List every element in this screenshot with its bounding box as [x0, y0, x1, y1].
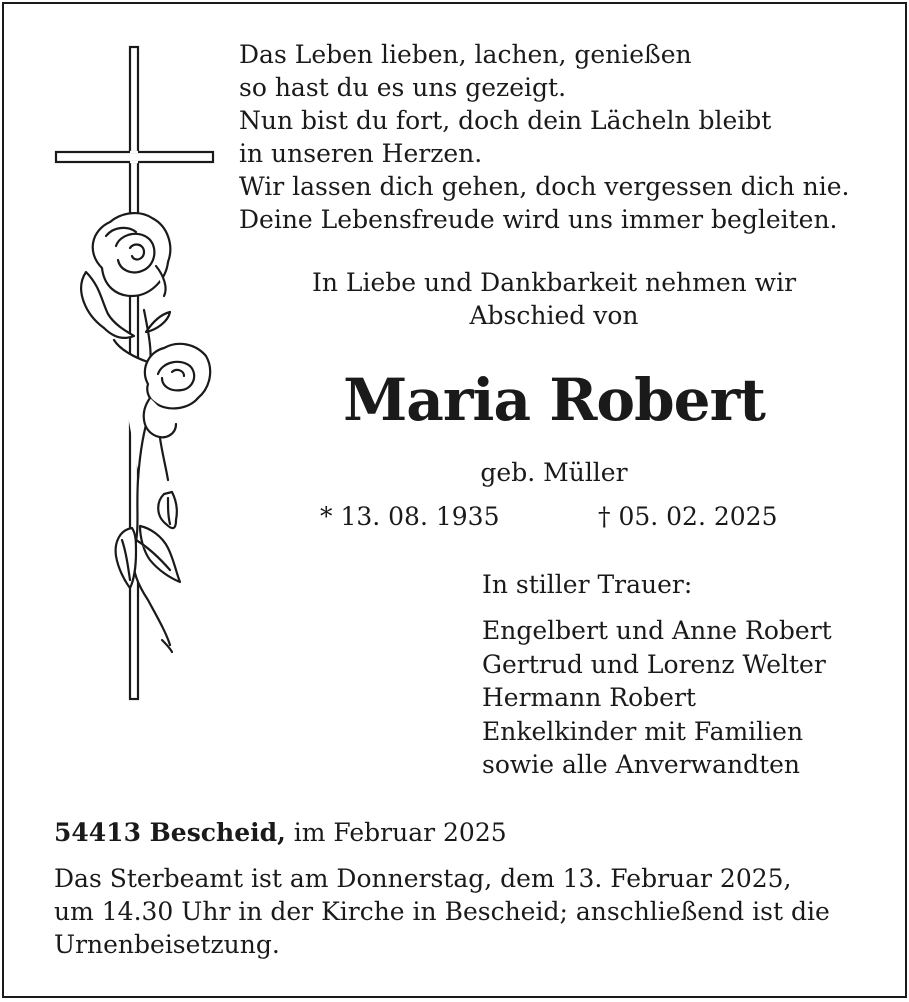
mourner: Hermann Robert	[482, 683, 696, 712]
poem-line: so hast du es uns gezeigt.	[239, 73, 567, 102]
service-line: Urnenbeisetzung.	[54, 930, 280, 959]
obituary-notice	[2, 2, 907, 998]
poem-line: Nun bist du fort, doch dein Lächeln bleibt	[239, 106, 772, 135]
place-location: 54413 Bescheid,	[54, 818, 286, 847]
service-info	[54, 862, 874, 961]
cross-with-roses-illustration	[44, 40, 234, 706]
place-and-date	[54, 816, 507, 849]
deceased-name: Maria Robert	[343, 366, 765, 434]
mourner: Gertrud und Lorenz Welter	[482, 649, 826, 679]
farewell-text	[254, 266, 854, 332]
service-line: Das Sterbeamt ist am Donnerstag, dem 13. Februar 2025,	[54, 864, 792, 893]
poem	[239, 38, 879, 236]
mourner: Engelbert und Anne Robert	[482, 616, 832, 645]
poem-line: in unseren Herzen.	[239, 139, 483, 168]
mourners-heading: In stiller Trauer:	[482, 570, 693, 599]
mourners-list	[482, 614, 892, 782]
service-line: um 14.30 Uhr in der Kirche in Bescheid; anschließend ist die	[54, 897, 830, 926]
farewell-line: Abschied von	[469, 301, 639, 330]
place-date: im Februar 2025	[285, 818, 507, 847]
poem-line: Das Leben lieben, lachen, genießen	[239, 40, 692, 69]
poem-line: Deine Lebensfreude wird uns immer begleiten.	[239, 205, 838, 234]
rose-icon	[81, 213, 210, 652]
poem-line: Wir lassen dich gehen, doch vergessen dich nie.	[239, 172, 850, 201]
birth-date: * 13. 08. 1935	[320, 502, 500, 531]
farewell-line: In Liebe und Dankbarkeit nehmen wir	[311, 268, 797, 297]
death-date: † 05. 02. 2025	[598, 502, 778, 531]
mourner: sowie alle Anverwandten	[482, 750, 801, 779]
maiden-name: geb. Müller	[480, 458, 628, 487]
mourner: Enkelkinder mit Familien	[482, 716, 804, 746]
